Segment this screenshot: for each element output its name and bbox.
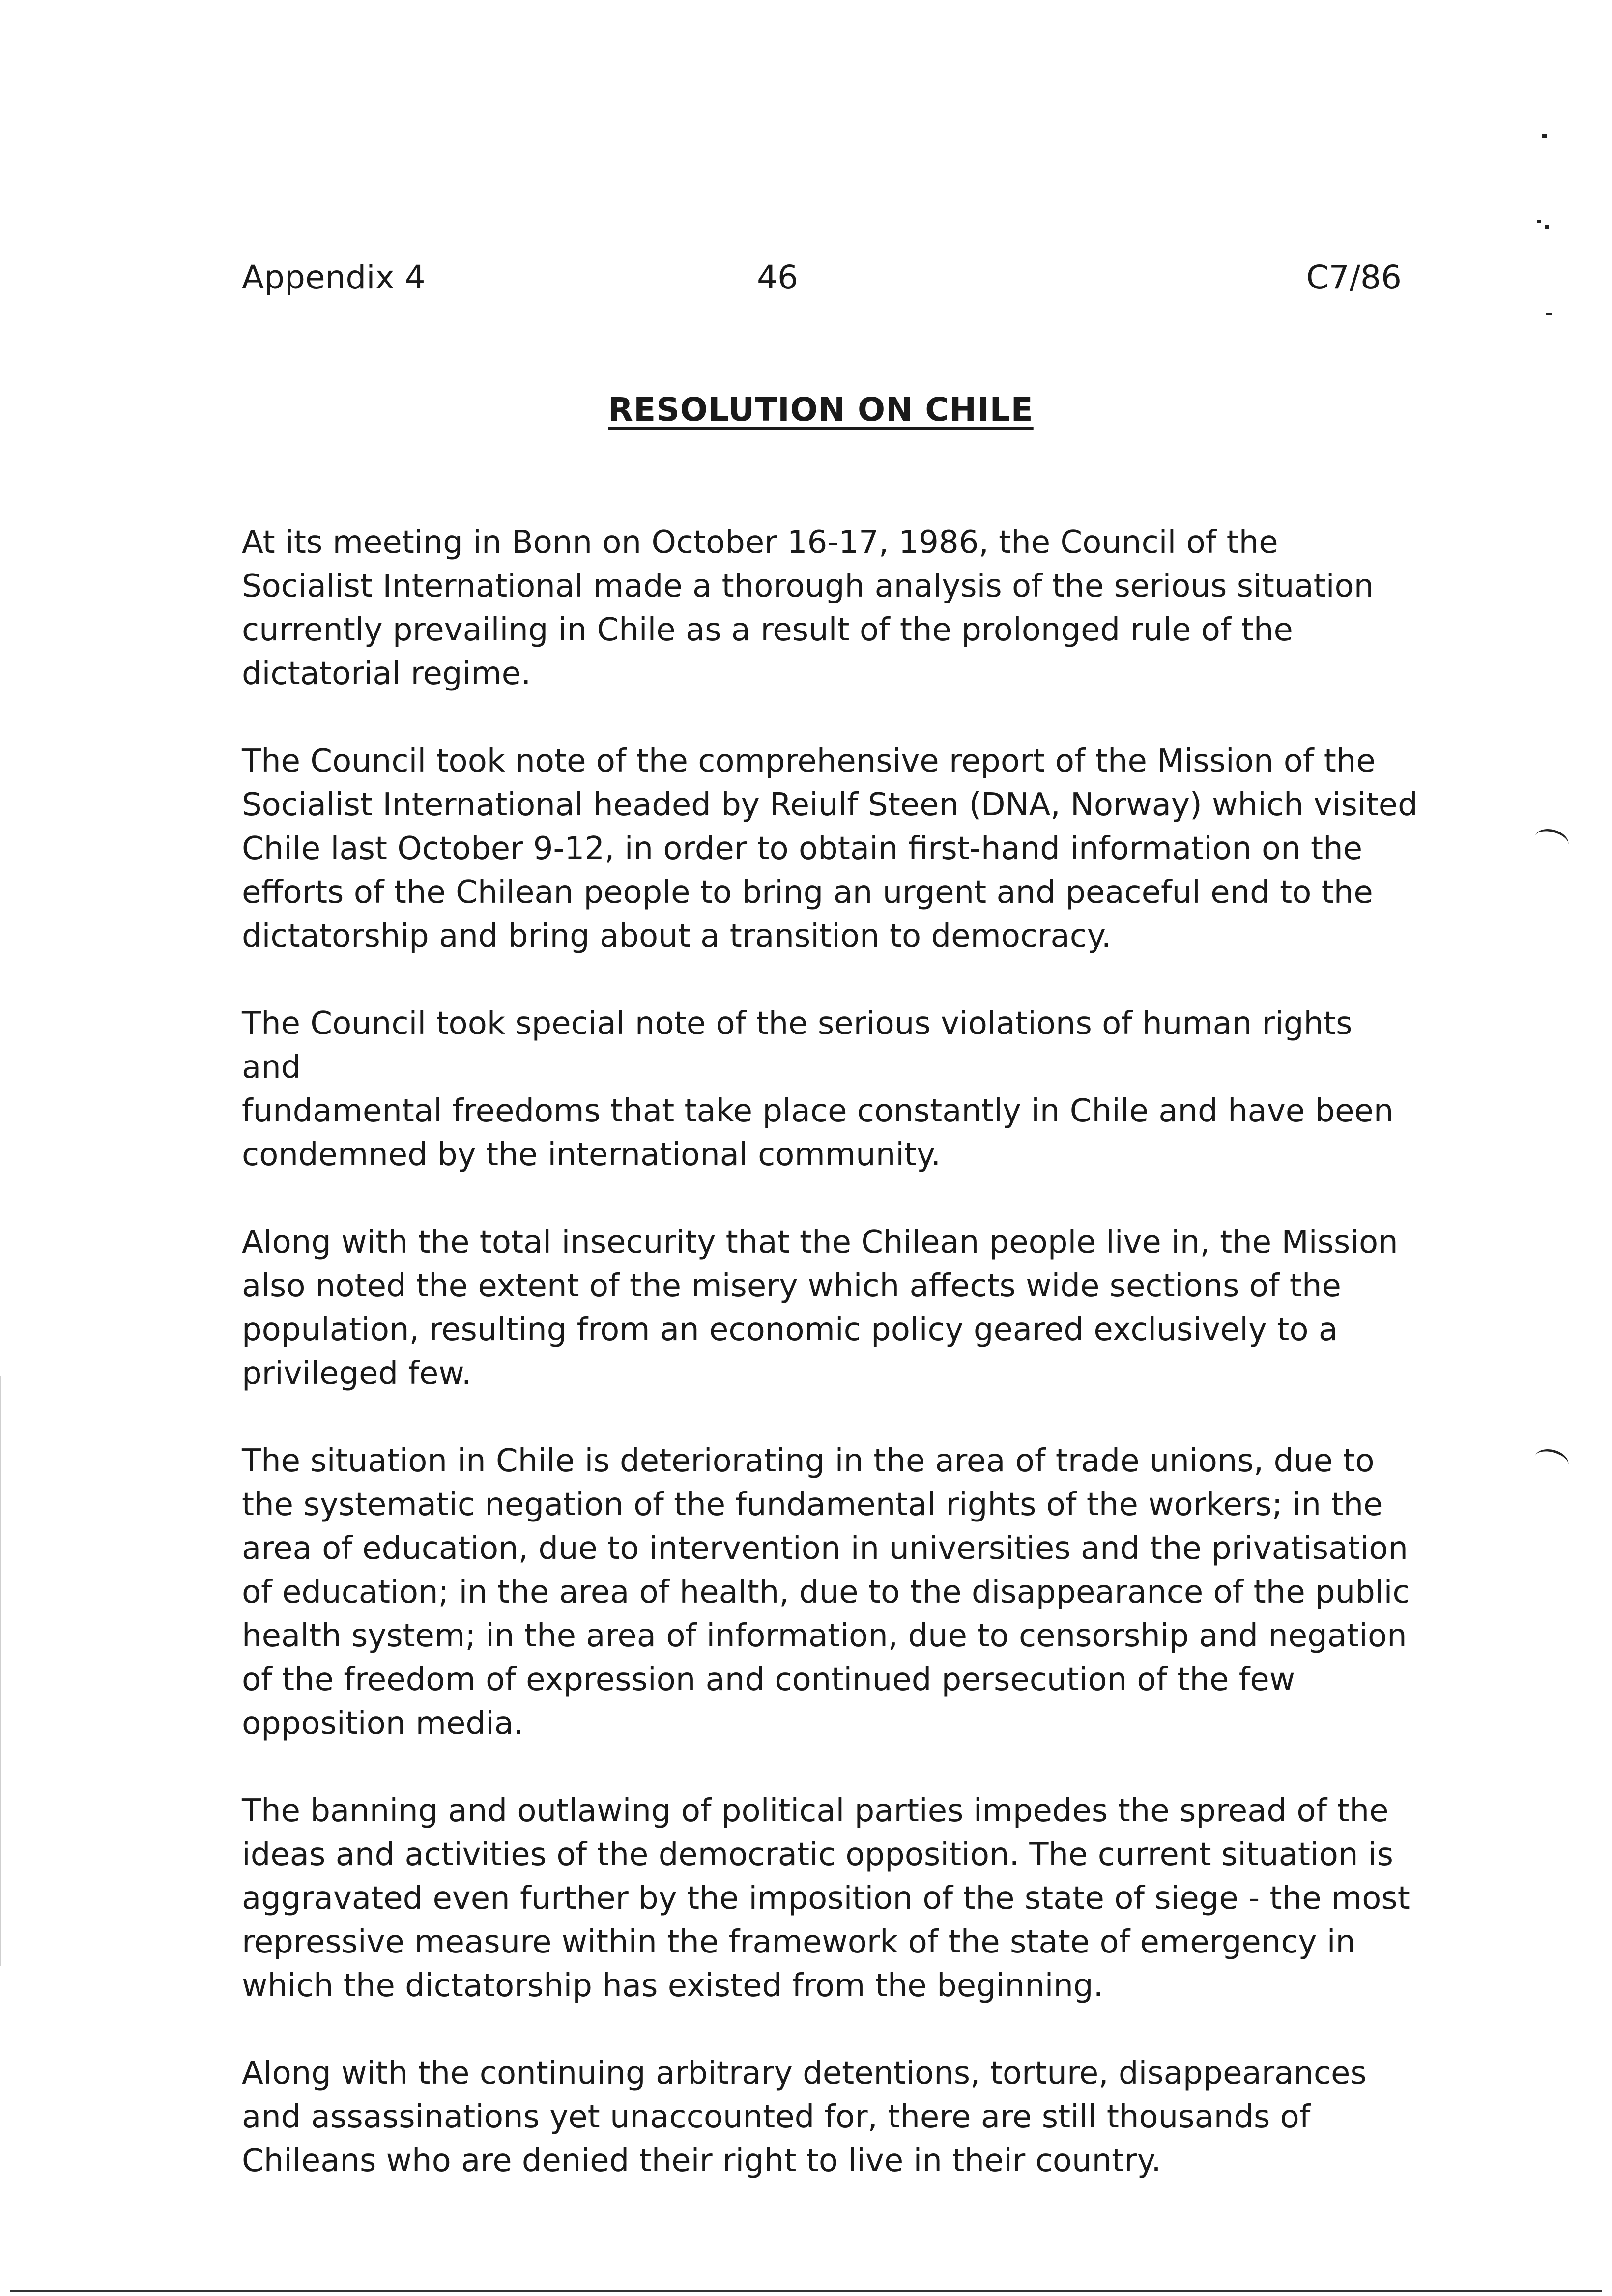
paragraph-3: The Council took special note of the serious violations of human rights and fundamental freedoms that take place constantly in Chile and have been condemned by the international community.: [242, 1005, 1394, 1173]
margin-dot-1: [1542, 134, 1547, 138]
margin-dot-3: [1545, 225, 1549, 229]
paragraph-6: The banning and outlawing of political parties impedes the spread of the ideas and activities of the democratic opposition. The current situation is aggravated even further by the imposition of the state of siege - the most repressive measure within the framework of the state of emergency in which the dictatorship has existed from the beginning.: [242, 1793, 1410, 2004]
document-title: RESOLUTION ON CHILE: [608, 391, 1034, 429]
paragraph-7: Along with the continuing arbitrary detentions, torture, disappearances and assassinations yet unaccounted for, there are still thousands of Chileans who are denied their right to live in their country.: [242, 2055, 1367, 2179]
paragraph-5: The situation in Chile is deteriorating in the area of trade unions, due to the systematic negation of the fundamental rights of the workers; in the area of education, due to intervention in universities and the privatisation of education; in the area of health, due to the disappearance of the public health system; in the area of information, due to censorship and negation of the freedom of expression and continued persecution of the few opposition media.: [242, 1443, 1410, 1742]
paragraph-1: At its meeting in Bonn on October 16-17, 1986, the Council of the Socialist International made a thorough analysis of the serious situation currently prevailing in Chile as a result of the prolonged rule of the dictatorial regime.: [242, 524, 1374, 692]
document-code: C7/86: [1306, 258, 1402, 296]
paragraph-2: The Council took note of the comprehensive report of the Mission of the Socialist International headed by Reiulf Steen (DNA, Norway) which visited Chile last October 9-12, in order to obtain first-hand information on the efforts of the Chilean people to bring an urgent and peaceful end to the dictatorship and bring about a transition to democracy.: [242, 743, 1418, 954]
paragraph-4: Along with the total insecurity that the Chilean people live in, the Mission also noted the extent of the misery which affects wide sections of the population, resulting from an economic policy geared exclusively to a privileged few.: [242, 1224, 1398, 1392]
scan-edge: [0, 1376, 1, 1966]
margin-dot-2: [1537, 220, 1541, 223]
appendix-label: Appendix 4: [242, 258, 426, 296]
bottom-rule: [10, 2290, 1602, 2292]
margin-dash: [1546, 313, 1552, 315]
margin-curve-mark-2: [1532, 1446, 1571, 1476]
page-number: 46: [757, 258, 798, 296]
margin-curve-mark-1: [1532, 826, 1571, 856]
document-body: [242, 521, 1421, 2227]
page-header: [242, 256, 1402, 300]
